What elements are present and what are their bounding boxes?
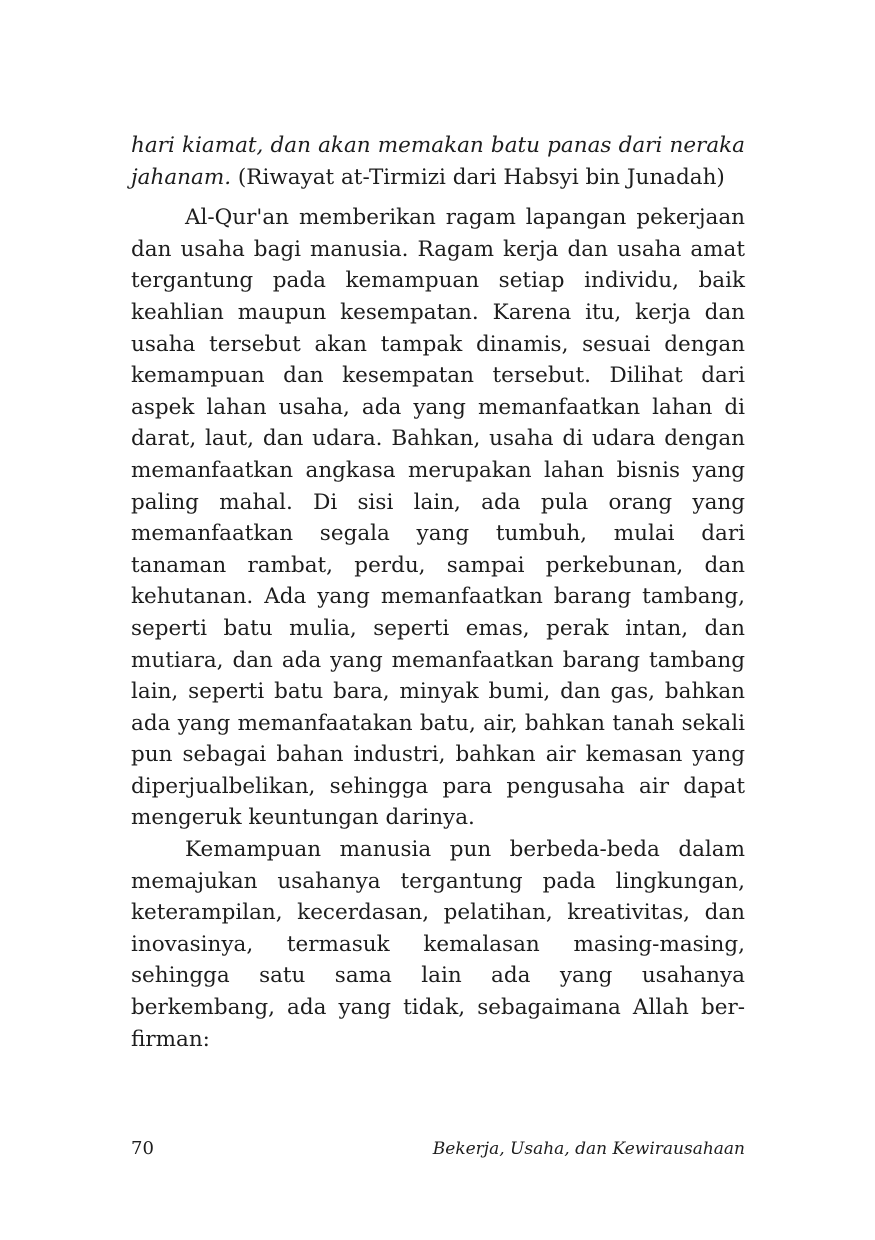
quote-paragraph — [131, 130, 745, 193]
hadith-quote-italic: hari kiamat, dan akan memakan batu panas dari neraka jahanam. — [131, 133, 745, 190]
running-title: Bekerja, Usaha, dan Kewirausahaan — [432, 1139, 745, 1159]
page-number: 70 — [131, 1138, 154, 1159]
page-body — [131, 130, 745, 1055]
body-paragraph-1: Al-Qur'an memberikan ragam lapangan pekerjaan dan usaha bagi manusia. Ragam kerja dan usaha amat tergantung pada kemampuan setiap individu, baik keahlian maupun kesempatan. Karena itu, kerja dan usaha tersebut akan tampak dinamis, sesuai dengan kemampuan dan kesempatan tersebut. Dilihat dari aspek lahan usaha, ada yang memanfaatkan lahan di darat, laut, dan udara. Bahkan, usaha di udara dengan memanfaatkan angkasa merupakan lahan bisnis yang paling mahal. Di sisi lain, ada pula orang yang memanfaatkan segala yang tumbuh, mulai dari tanaman rambat, perdu, sampai perkebunan, dan kehutanan. Ada yang memanfaatkan barang tambang, seperti batu mulia, seperti emas, perak intan, dan mutiara, dan ada yang memanfaatkan barang tambang lain, seperti batu bara, minyak bumi, dan gas, bahkan ada yang memanfaatakan batu, air, bahkan tanah sekali pun sebagai bahan industri, bahkan air kemasan yang diperjualbelikan, sehingga para pengusaha air dapat mengeruk keuntungan darinya. — [131, 205, 745, 831]
hadith-source: (Riwayat at-Tirmizi dari Habsyi bin Junadah) — [231, 164, 725, 190]
body-paragraph-2: Kemampuan manusia pun berbeda-beda dalam memajukan usahanya tergantung pada lingkungan, keterampilan, kecerdasan, pelatihan, kreativitas, dan inovasinya, termasuk kemalasan masing-masing, sehingga satu sama lain ada yang usahanya berkembang, ada yang tidak, sebagaimana Allah berfirman: — [131, 837, 745, 1052]
